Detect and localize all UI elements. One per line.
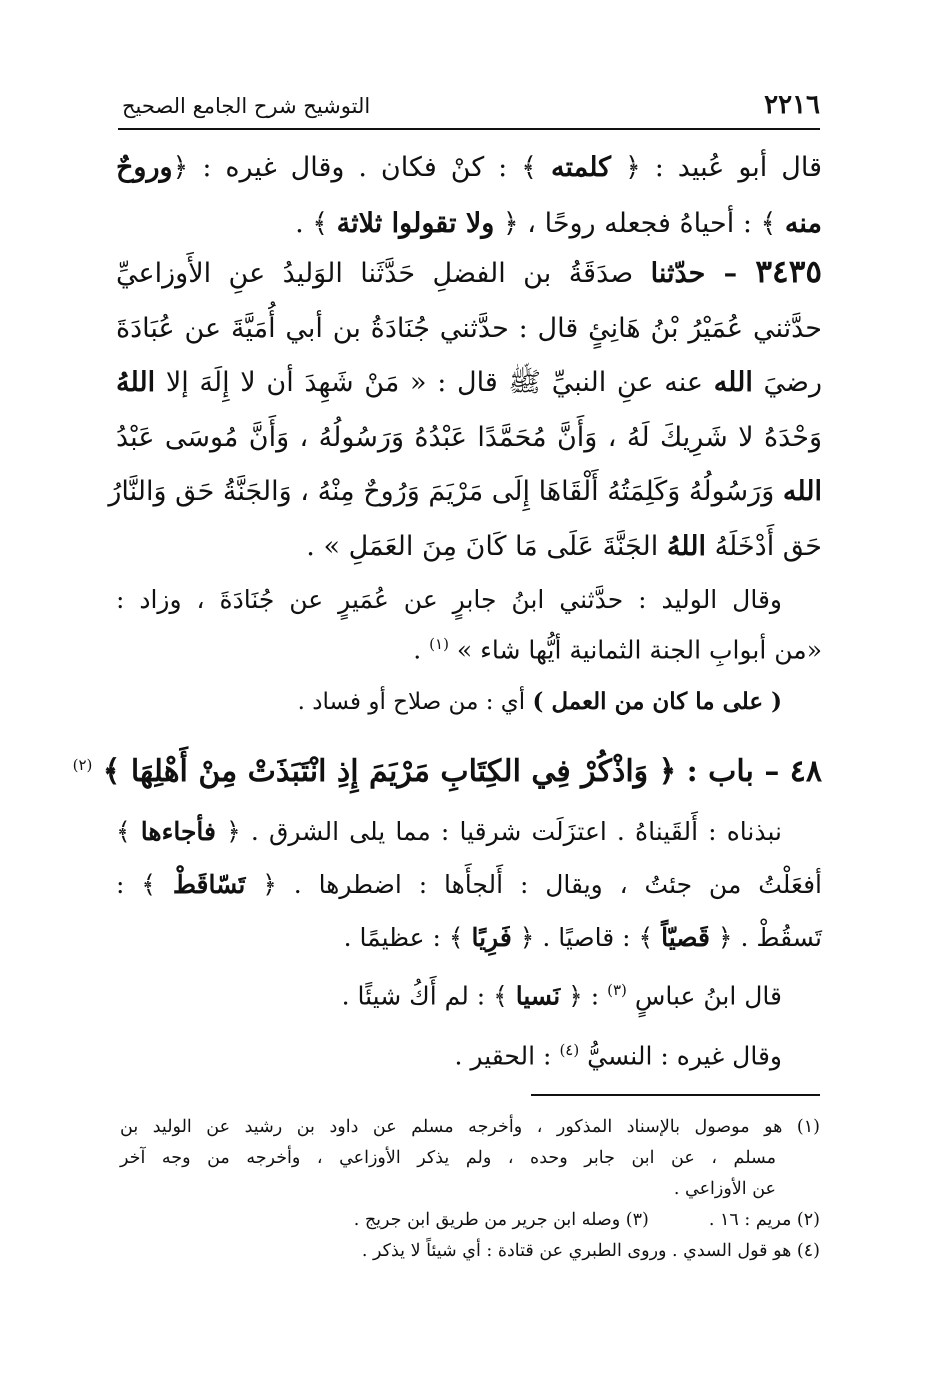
- chapter-title: [72, 740, 822, 797]
- walid-line-1: وقال الوليد : حدَّثني ابنُ جابرٍ عن عُمَيرٍ عن جُنَادَةَ ، وزاد :: [116, 585, 782, 614]
- hadith-line-4: وَحْدَهُ لا شَرِيكَ لَهُ ، وَأَنَّ مُحَمَّدًا عَبْدُهُ وَرَسُولُهُ ، وَأَنَّ مُوسَى عَبْدُ: [116, 421, 822, 453]
- intro-line-1: [116, 140, 822, 196]
- walid-text: «من أبوابِ الجنة الثمانية أيُّها شاء »: [448, 635, 822, 665]
- divine-name: اللهُ: [116, 367, 156, 398]
- walid-line-2: [116, 622, 822, 672]
- words-text: نبذناه : أَلقَيناهُ . اعتزَلَت شرقيا : مما يلى الشرق . ﴿: [215, 817, 782, 846]
- hadith-line-6: [116, 520, 822, 575]
- hadith-number: ٣٤٣٥: [755, 254, 822, 290]
- walid-text: .: [413, 635, 430, 665]
- footnotes: [120, 1112, 820, 1267]
- intro-line-2: [116, 196, 822, 252]
- hadith-opening: – حدّثنا: [650, 258, 756, 289]
- walid-paragraph: [116, 578, 822, 672]
- hadith-line-5: [108, 465, 822, 520]
- hadith-text: وَرَسُولُهُ وَكَلِمَتُهُ أَلْقَاهَا إِلَى مَرْيَمَ وَرُوحٌ مِنْهُ ، وَالجَنَّةُ حَق وَالنَّارُ: [108, 476, 783, 507]
- ghayruhu-text: : الحقير .: [454, 1041, 560, 1071]
- quran-word: فَرِيًا: [471, 923, 512, 952]
- running-title: التوشيح شرح الجامع الصحيح: [122, 94, 371, 118]
- quran-word: فأجاءها: [140, 817, 216, 846]
- divine-name: الله: [782, 476, 822, 507]
- words-text: ﴾ : عظيمًا .: [343, 923, 472, 952]
- hadith-text: رضيَ: [752, 367, 822, 398]
- ibn-abbas-line: [116, 965, 822, 1021]
- hadith-paragraph: [108, 245, 822, 574]
- hadith-text: الجَنَّةَ عَلَى مَا كَانَ مِنَ العَمَلِ » .: [306, 530, 667, 562]
- words-text: ﴾: [116, 817, 141, 846]
- divine-name: اللهُ: [666, 530, 706, 562]
- hadith-line-3: [116, 356, 822, 411]
- hadith-text: حَق أَدْخَلَهُ: [705, 530, 822, 562]
- quran-word: قَصيّاً: [661, 923, 710, 952]
- footnote-ref: (٤): [559, 1041, 580, 1059]
- hadith-line-2: حدَّثني عُمَيْرُ بْنُ هَانِئٍ قال : حدَّثني جُنَادَةُ بن أبي أُمَيَّةَ عن عُبَادَةَ: [116, 312, 822, 344]
- words-text: ﴾ : قاصيًا . ﴿: [511, 923, 662, 952]
- ghayruhu-line: [116, 1025, 822, 1081]
- chapter-text: ٤٨ – باب : ﴿ وَاذْكُرْ فِي الكِتَابِ مَرْيَمَ إِذِ انْتَبَذَتْ مِنْ أَهْلِهَا ﴾: [92, 754, 822, 789]
- intro-text: قال أبو عُبيد : ﴿: [611, 152, 822, 183]
- gloss-paragraph: [116, 680, 822, 724]
- quran-word: نَسيا: [515, 981, 561, 1011]
- words-text: تَسقُطْ . ﴿: [709, 923, 822, 952]
- quran-word: منه: [784, 208, 822, 239]
- words-line-1: [116, 805, 822, 858]
- gloss-term: ( على ما كان من العمل ): [532, 688, 782, 715]
- page-header: [118, 84, 820, 132]
- hadith-text: صدَقَةُ بن الفضلِ حَدَّثَنا الوَليدُ عنِ الأَوزاعيِّ: [116, 258, 651, 289]
- page-number: ٢٢١٦: [764, 90, 820, 120]
- hadith-text: عنه عنِ النبيِّ ﷺ قال : « مَنْ شَهِدَ أن لا إِلَهَ إلا: [155, 367, 714, 398]
- footnote-2: (٢) مريم : ١٦ .: [708, 1210, 820, 1230]
- footnote-2-3-line: [120, 1205, 820, 1236]
- footnote-ref: (٢): [72, 756, 93, 774]
- footnote-rule: [531, 1094, 820, 1096]
- ibn-abbas-paragraph: [116, 965, 822, 1021]
- footnote-4: (٤) هو قول السدي . وروى الطبري عن قتادة : أي شيئاً لا يذكر .: [361, 1241, 820, 1261]
- footnote-1-line-2: مسلم ، عن ابن جابر وحده ، ولم يذكر الأوزاعي ، وأخرجه من وجه آخر: [120, 1148, 776, 1168]
- ibn-abbas-text: قال ابنُ عباسٍ: [626, 981, 782, 1011]
- words-line-3: [116, 911, 822, 964]
- gloss-text: أي : من صلاح أو فساد .: [297, 689, 533, 715]
- quran-word: كلمته: [550, 152, 611, 183]
- footnote-ref: (١): [429, 635, 449, 653]
- gloss-line: [116, 680, 822, 724]
- footnote-3: (٣) وصله ابن جرير من طريق ابن جريج .: [353, 1210, 649, 1230]
- header-rule: [118, 128, 820, 130]
- intro-text: ﴾ .: [295, 208, 337, 239]
- words-text: أفعَلْتُ من جئتُ ، ويقال : أَلجأَها : اضطرها . ﴿: [245, 870, 823, 899]
- hadith-line-1: [116, 245, 822, 302]
- intro-paragraph: [116, 140, 822, 252]
- footnote-1-line-3: عن الأوزاعي .: [673, 1179, 776, 1199]
- words-paragraph: [116, 805, 822, 964]
- footnote-ref: (٣): [607, 981, 627, 999]
- intro-text: ﴾ : أحياهُ فجعله روحًا ، ﴿: [494, 208, 785, 239]
- words-line-2: [116, 858, 822, 911]
- divine-name: الله: [713, 367, 753, 398]
- footnote-1-line-1: (١) هو موصول بالإسناد المذكور ، وأخرجه مسلم عن داود بن رشيد عن الوليد بن: [120, 1117, 820, 1137]
- chapter-heading: [72, 740, 822, 797]
- intro-text: ﴾ : كنْ فكان . وقال غيره : ﴿: [172, 152, 551, 183]
- words-text: ﴾ :: [116, 870, 173, 899]
- ibn-abbas-text: ﴾ : لم أَكُ شيئًا .: [341, 981, 516, 1011]
- ghayruhu-text: وقال غيره : النسيُّ: [579, 1041, 782, 1071]
- quran-phrase: ولا تقولوا ثلاثة: [336, 208, 495, 239]
- ibn-abbas-text: : ﴿: [560, 981, 608, 1011]
- quran-word: وروحٌ: [116, 152, 173, 183]
- ghayruhu-paragraph: [116, 1025, 822, 1081]
- quran-word: تَسّاقَطْ: [172, 870, 246, 899]
